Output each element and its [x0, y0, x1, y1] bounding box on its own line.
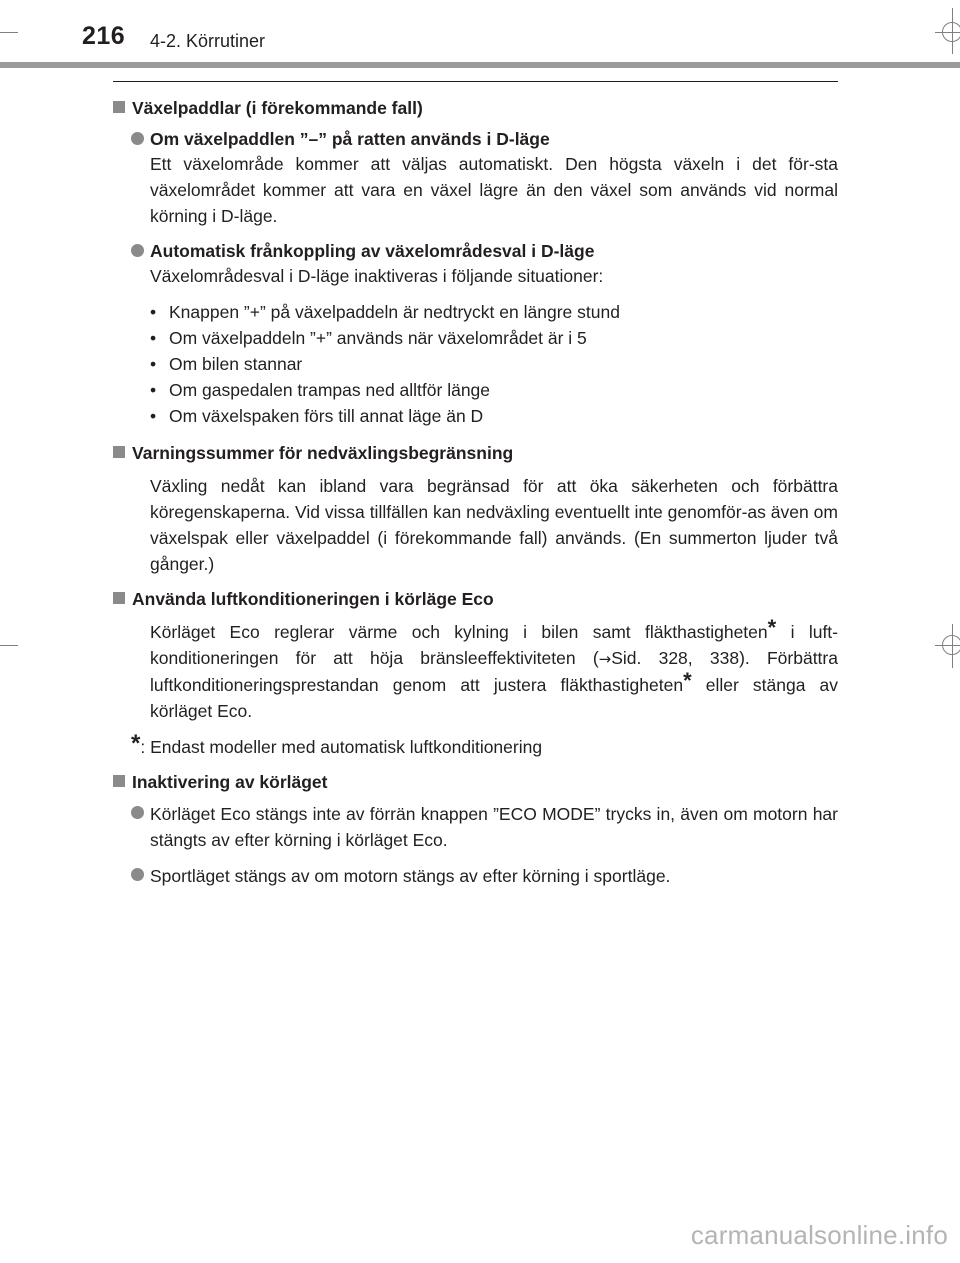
subsection — [131, 801, 838, 853]
subsection — [131, 239, 838, 289]
list-item: • Om växelpaddeln ”+” används när växelområdet är i 5 — [150, 325, 838, 351]
section-square-icon — [113, 101, 125, 113]
list-item: • Om gaspedalen trampas ned alltför länge — [150, 377, 838, 403]
section-text — [150, 615, 839, 724]
list-item: • Knappen ”+” på växelpaddeln är nedtryckt en längre stund — [150, 299, 838, 325]
section-title-text: Varningssummer för nedväxlingsbegränsning — [132, 443, 514, 463]
asterisk-mark: * — [683, 668, 692, 693]
section-disable-mode — [113, 770, 838, 889]
section-title — [113, 441, 838, 465]
section-title-text: Växelpaddlar (i förekommande fall) — [132, 98, 423, 118]
section-title — [113, 770, 838, 794]
text-run: eller stänga av körläget Eco. — [150, 675, 839, 721]
bullet-circle-icon — [131, 868, 144, 881]
section-square-icon — [113, 446, 125, 458]
arrow-icon: → — [598, 650, 612, 668]
section-title-text: Använda luftkonditioneringen i körläge Eco — [132, 589, 494, 609]
subsection-text: Sportläget stängs av om motorn stängs av efter körning i sportläge. — [150, 866, 671, 886]
section-title — [113, 96, 838, 120]
asterisk-mark: * — [131, 730, 141, 757]
list-item: • Om bilen stannar — [150, 351, 838, 377]
bullet-circle-icon — [131, 806, 144, 819]
chapter-title: 4-2. Körrutiner — [150, 31, 266, 51]
section-square-icon — [113, 592, 125, 604]
subsection — [131, 127, 838, 229]
section-title-text: Inaktivering av körläget — [132, 772, 328, 792]
text-run: Sid. 328, 338). Förbättra luftkonditioneringsprestandan genom att justera fläkthastigheten — [150, 648, 838, 695]
section-downshift-buzzer — [113, 441, 838, 577]
section-eco-ac — [113, 587, 838, 760]
list-item: • Om växelspaken förs till annat läge än D — [150, 403, 838, 429]
registration-circle — [942, 22, 960, 42]
subsection-text: Körläget Eco stängs inte av förrän knappen ”ECO MODE” trycks in, även om motorn har stängts av efter körning i körläget Eco. — [150, 804, 838, 850]
bullet-circle-icon — [131, 132, 144, 145]
registration-circle — [942, 635, 960, 655]
section-text: Växling nedåt kan ibland vara begränsad för att öka säkerheten och förbättra köregenskaperna. Vid vissa tillfällen kan nedväxling eventuellt inte genomför-as även om växelspak eller växelpaddel (i förekommande fall) används. (En summerton ljuder två gånger.) — [150, 476, 838, 574]
footnote — [131, 730, 838, 760]
subsection-text: Ett växelområde kommer att väljas automatiskt. Den högsta växeln i det för-sta växelområdet kommer att vara en växel lägre än den växel som används vid normal körning i D-läge. — [150, 154, 838, 226]
page-number: 216 — [82, 22, 126, 50]
content-top-rule — [113, 81, 838, 82]
section-paddle-shift — [113, 96, 838, 429]
text-run: Körläget Eco reglerar värme och kylning i bilen samt fläkthastigheten — [150, 622, 768, 642]
header-rule — [0, 62, 960, 68]
subsection-title: Automatisk frånkoppling av växelområdesval i D-läge — [150, 241, 595, 261]
crop-mark — [0, 32, 18, 33]
crop-mark — [0, 645, 18, 646]
bullet-list — [150, 299, 838, 429]
text-run: i luft-konditioneringen för att höja bränsleeffektiviteten ( — [150, 622, 838, 668]
section-square-icon — [113, 775, 125, 787]
watermark: carmanualsonline.info — [690, 1220, 948, 1250]
subsection-title: Om växelpaddlen ”–” på ratten används i D-läge — [150, 129, 550, 149]
section-title — [113, 587, 838, 611]
content — [113, 96, 838, 897]
bullet-circle-icon — [131, 244, 144, 257]
asterisk-mark: * — [767, 615, 777, 640]
footnote-text: : Endast modeller med automatisk luftkonditionering — [140, 737, 543, 757]
subsection-text: Växelområdesval i D-läge inaktiveras i följande situationer: — [150, 266, 604, 286]
subsection — [131, 863, 838, 889]
